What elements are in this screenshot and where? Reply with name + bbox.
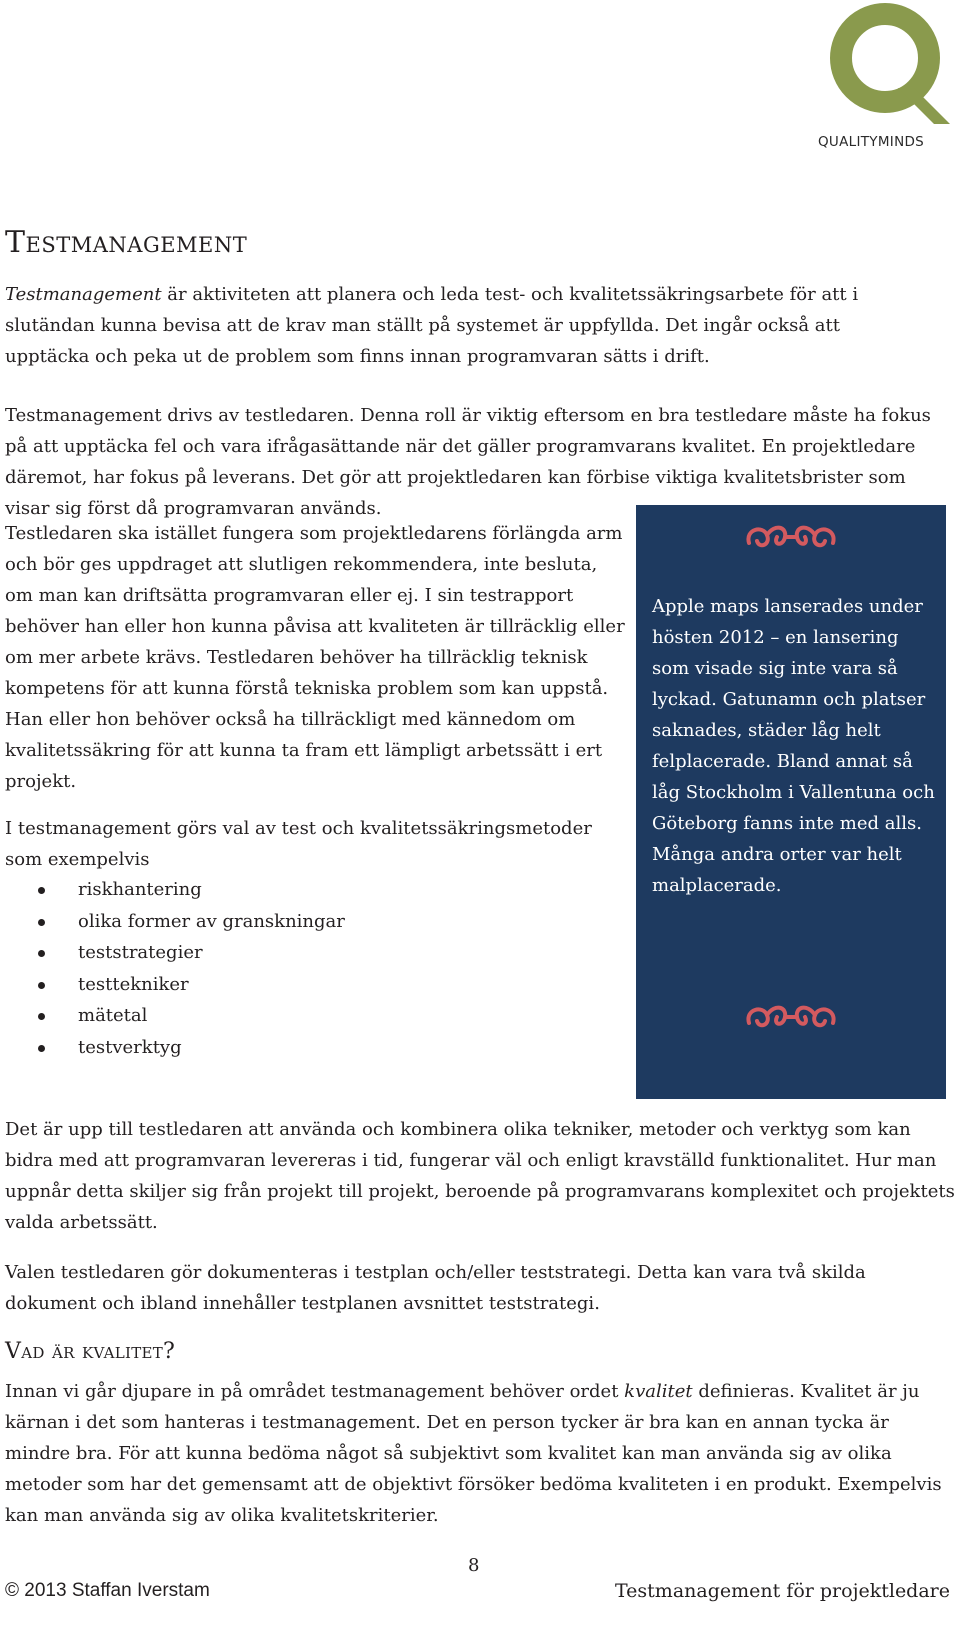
- list-item: testtekniker: [35, 969, 345, 1001]
- sidebar-box: [636, 505, 946, 1099]
- innan-paragraph: [5, 1376, 955, 1531]
- page-title: Testmanagement: [5, 225, 248, 260]
- methods-list: [35, 874, 345, 1064]
- footer-title: Testmanagement för projektledare: [614, 1580, 950, 1602]
- ornament-bottom-icon: [736, 999, 846, 1033]
- intro-em: Testmanagement: [5, 284, 162, 305]
- methods-intro: I testmanagement görs val av test och kvalitetssäkringsmetoder som exempelvis: [5, 818, 592, 870]
- drivs-paragraph-narrow: [5, 518, 630, 797]
- innan-before: Innan vi går djupare in på området testmanagement behöver ordet: [5, 1381, 625, 1402]
- intro-paragraph: [5, 279, 910, 372]
- drivs-text: Testmanagement drivs av testledaren. Denna roll är viktig eftersom en bra testledare måste ha fokus på att upptäcka fel och vara ifrågasättande när det gäller programvarans kvalitet. En projektledare däremot, har fokus på leverans. Det gör att projektledaren kan förbise viktiga kvalitetsbrister som visar sig först då programvaran används.: [5, 405, 931, 519]
- innan-em: kvalitet: [624, 1381, 693, 1402]
- sidebar-text: Apple maps lanserades under hösten 2012 – en lansering som visade sig inte vara så lyckad. Gatunamn och platser saknades, städer låg helt felplacerade. Bland annat så låg Stockholm i Vallentuna och Göteborg fanns inte med alls. Många andra orter var helt malplacerade.: [652, 596, 935, 896]
- intro-rest: är aktiviteten att planera och leda test- och kvalitetssäkringsarbete för att i slutändan kunna bevisa att de krav man ställt på systemet är uppfyllda. Det ingår också att upptäcka och peka ut de problem som finns innan programvaran sätts i drift.: [5, 284, 859, 367]
- drivs-narrow-text: Testledaren ska istället fungera som projektledarens förlängda arm och bör ges uppdraget att slutligen rekommendera, inte besluta, om man kan driftsätta programvaran eller ej. I sin testrapport behöver han eller hon kunna påvisa att kvaliteten är tillräcklig eller om mer arbete krävs. Testledaren behöver ha tillräcklig teknisk kompetens för att kunna förstå tekniska problem som kan uppstå. Han eller hon behöver också ha tillräckligt med kännedom om kvalitetssäkring för att kunna ta fram ett lämpligt arbetssätt i ert projekt.: [5, 523, 625, 792]
- valen-paragraph: Valen testledaren gör dokumenteras i testplan och/eller teststrategi. Detta kan vara två skilda dokument och ibland innehåller testplanen avsnittet teststrategi.: [5, 1262, 866, 1314]
- q-logo-icon: [830, 0, 950, 130]
- list-item: riskhantering: [35, 874, 345, 906]
- list-item: olika former av granskningar: [35, 906, 345, 938]
- list-item: testverktyg: [35, 1032, 345, 1064]
- list-item: mätetal: [35, 1000, 345, 1032]
- ornament-top-icon: [736, 519, 846, 553]
- footer-copyright: © 2013 Staffan Iverstam: [5, 1580, 210, 1601]
- list-item: teststrategier: [35, 937, 345, 969]
- page-number: 8: [468, 1555, 480, 1576]
- qualityminds-logo: [818, 0, 960, 150]
- section-heading: Vad är kvalitet?: [5, 1339, 176, 1364]
- det-paragraph: Det är upp till testledaren att använda och kombinera olika tekniker, metoder och verktyg som kan bidra med att programvaran levereras i tid, fungerar väl och enligt kravställd funktionalitet. Hur man uppnår detta skiljer sig från projekt till projekt, beroende på programvarans komplexitet och projektets valda arbetssätt.: [5, 1119, 955, 1233]
- logo-text: QUALITYMINDS: [818, 134, 925, 150]
- innan-after: definieras. Kvalitet är ju kärnan i det som hanteras i testmanagement. Det en person tycker är bra kan en annan tycka är mindre bra. För att kunna bedöma något så subjektivt som kvalitet kan man använda sig av olika metoder som har det gemensamt att de objektivt försöker bedöma kvaliteten i en produkt. Exempelvis kan man använda sig av olika kvalitetskriterier.: [5, 1381, 942, 1526]
